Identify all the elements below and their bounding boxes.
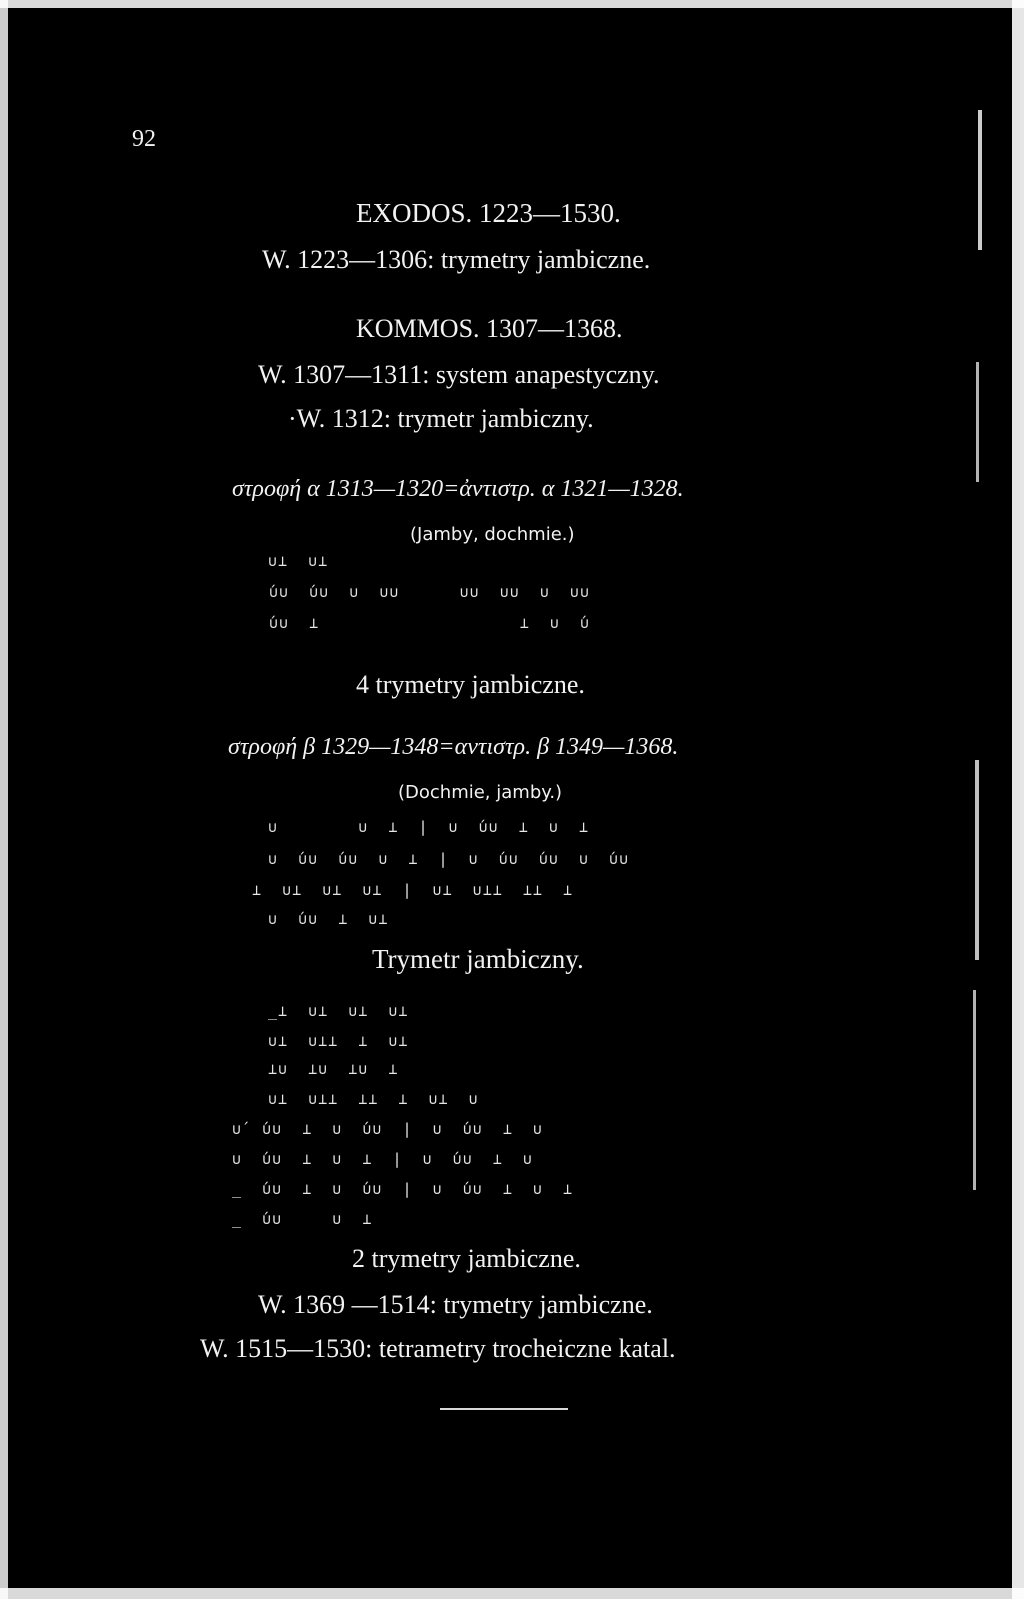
trimeter-heading: Trymetr jambiczny. bbox=[372, 944, 584, 974]
metre-line: _ ́∪∪ ⊥ ∪ ́∪∪ | ∪ ́∪∪ ⊥ ∪ ⊥ bbox=[232, 1180, 574, 1198]
verse-range-4: W. 1369 —1514: trymetry jambiczne. bbox=[258, 1290, 653, 1319]
metre-line: ́∪∪ ́∪∪ ∪ ∪∪ ∪∪ ∪∪ ∪ ∪∪ bbox=[268, 583, 590, 601]
strophe-a-note: (Jamby, dochmie.) bbox=[410, 524, 575, 545]
strophe-b-heading: στροφή β 1329—1348=αντιστρ. β 1349—1368. bbox=[228, 734, 679, 760]
strophe-a-heading: στροφή α 1313—1320=ἀντιστρ. α 1321—1328. bbox=[232, 476, 684, 502]
scan-mark bbox=[973, 990, 976, 1190]
section-heading: EXODOS. 1223—1530. bbox=[356, 198, 621, 228]
metre-line: ∪⊥ ∪⊥ bbox=[268, 552, 329, 570]
verse-range-5: W. 1515—1530: tetrametry trocheiczne katal. bbox=[200, 1334, 676, 1363]
verse-range-3: ·W. 1312: trymetr jambiczny. bbox=[288, 404, 594, 433]
metre-line: ∪⊥ ∪⊥⊥ ⊥ ∪⊥ bbox=[268, 1032, 409, 1050]
metre-line: ∪ ́∪∪ ́∪∪ ∪ ⊥ | ∪ ́∪∪ ́∪∪ ∪ ́∪∪ bbox=[268, 850, 630, 868]
metre-line: ∪́ ́∪∪ ⊥ ∪ ́∪∪ | ∪ ́∪∪ ⊥ ∪ bbox=[232, 1120, 543, 1138]
metre-line: ∪ ∪ ⊥ | ∪ ́∪∪ ⊥ ∪ ⊥ bbox=[268, 818, 589, 836]
scan-mark bbox=[975, 760, 979, 960]
scan-edge-top bbox=[0, 0, 1024, 8]
metre-line: ⊥ ∪⊥ ∪⊥ ∪⊥ | ∪⊥ ∪⊥⊥ ⊥⊥ ⊥ bbox=[252, 881, 573, 899]
closing-rule bbox=[440, 1408, 568, 1410]
scan-edge-right bbox=[1012, 0, 1024, 1599]
metre-line: _⊥ ∪⊥ ∪⊥ ∪⊥ bbox=[268, 1002, 409, 1020]
verse-range-2: W. 1307—1311: system anapestyczny. bbox=[258, 360, 660, 389]
page-number: 92 bbox=[132, 126, 156, 152]
metre-line: ́∪∪ ⊥ ⊥ ∪ ́∪ bbox=[268, 614, 590, 632]
verse-range-1: W. 1223—1306: trymetry jambiczne. bbox=[262, 245, 651, 274]
scan-mark bbox=[976, 362, 979, 482]
strophe-b-note: (Dochmie, jamby.) bbox=[398, 782, 563, 803]
metre-line: ∪ ́∪∪ ⊥ ∪⊥ bbox=[268, 910, 389, 928]
scan-edge-bottom bbox=[0, 1588, 1024, 1599]
metre-line: ∪ ́∪∪ ⊥ ∪ ⊥ | ∪ ́∪∪ ⊥ ∪ bbox=[232, 1150, 533, 1168]
scan-edge-left bbox=[0, 0, 8, 1599]
metre-line: ⊥∪ ⊥∪ ⊥∪ ⊥ bbox=[268, 1060, 399, 1078]
summary-line-1: 4 trymetry jambiczne. bbox=[356, 670, 585, 699]
kommos-heading: KOMMOS. 1307—1368. bbox=[356, 314, 623, 343]
summary-line-2: 2 trymetry jambiczne. bbox=[352, 1244, 581, 1273]
scan-mark bbox=[978, 110, 982, 250]
metre-line: _ ́∪∪ ∪ ⊥ bbox=[232, 1210, 373, 1228]
metre-line: ∪⊥ ∪⊥⊥ ⊥⊥ ⊥ ∪⊥ ∪ bbox=[268, 1090, 479, 1108]
